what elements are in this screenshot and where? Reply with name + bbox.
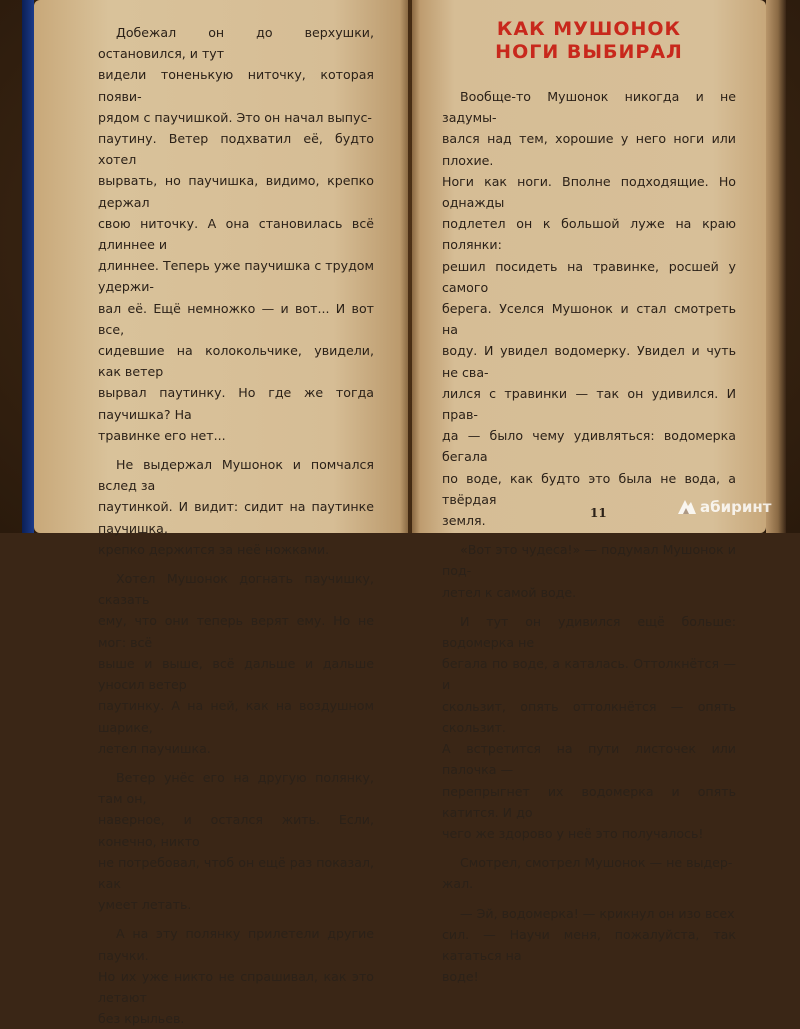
left-paragraph-5: А на эту полянку прилетели другие паучки. Но их уже никто не спрашивал, как это летают без крыльев. [98,926,374,1027]
right-paragraph-3: И тут он удивился ещё больше: водомерка не бегала по воде, а каталась. Оттолкнётся — и скользит, опять оттолкнётся — опять скользит. А встретится на пути листочек или палочка — перепрыгнет их водомерка и опять катится. И до чего же здорово у неё это получалось! [442,613,736,841]
right-paragraph-1: Вообще-то Мушонок никогда и не задумы- вался над тем, хорошие у него ноги или плохие. Ноги как ноги. Вполне подходящие. Но однажды подлетел он к большой луже на краю полянки: решил посидеть на травинке, росшей у самого берега. Уселся Мушонок и стал смотреть на воду. И увидел водомерку. Увидел и чуть не сва- лился с травинки — так он удивился. И прав- да — было чему удивляться: водомерка бегала по воде, как будто это была не вода, а твёрдая земля. [442,89,736,529]
left-paragraph-2: Не выдержал Мушонок и помчался вслед за паутинкой. И видит: сидит на паутинке паучишка, крепко держится за неё ножками. [98,457,374,557]
watermark-text: абиринт [700,498,772,516]
left-paragraph-4: Ветер унёс его на другую полянку, там он, наверное, и остался жить. Если, конечно, никто не потребовал, чтоб он ещё раз показал, как умеет летать. [98,769,374,913]
left-paragraph-1: Добежал он до верхушки, остановился, и тут видели тоненькую ниточку, которая появи- рядом с паучишкой. Это он начал выпус- паутину. Ветер подхватил её, будто хотел вырвать, но паучишка, видимо, крепко держал свою ниточку. А она становилась всё длиннее и длиннее. Теперь уже паучишка с трудом удержи- вал её. Ещё немножко — и вот... И вот все, сидевшие на колокольчике, увидели, как ветер вырвал паутинку. Но где же тогда паучишка? На травинке его нет... [98,25,374,443]
left-paragraph-3: Хотел Мушонок догнать паучишку, сказать ему, что они теперь верят ему. Но не мог: всё выше и выше, всё дальше и дальше уносил ветер паутинку. А на ней, как на воздушном шарике, летел паучишка. [98,571,374,756]
labirint-logo-icon [676,498,698,516]
right-page [412,0,766,985]
book-cover-edge-left [22,0,34,533]
chapter-title-line-1: КАК МУШОНОК [496,18,682,40]
page-number: 11 [590,506,607,520]
chapter-title-line-2: НОГИ ВЫБИРАЛ [495,41,683,63]
right-paragraph-2: «Вот это чудеса!» — подумал Мушонок и под- летел к самой воде. [442,542,736,600]
watermark [676,498,771,516]
book-cover-edge-right [766,0,786,533]
chapter-title [442,18,736,64]
right-paragraph-4: Смотрел, смотрел Мушонок — не выдер- жал. [442,855,733,892]
right-paragraph-5: — Эй, водомерка! — крикнул он изо всех сил. — Научи меня, пожалуйста, так кататься на воде! [442,905,736,985]
book-gutter-shadow [400,0,420,533]
left-page [34,0,408,1027]
